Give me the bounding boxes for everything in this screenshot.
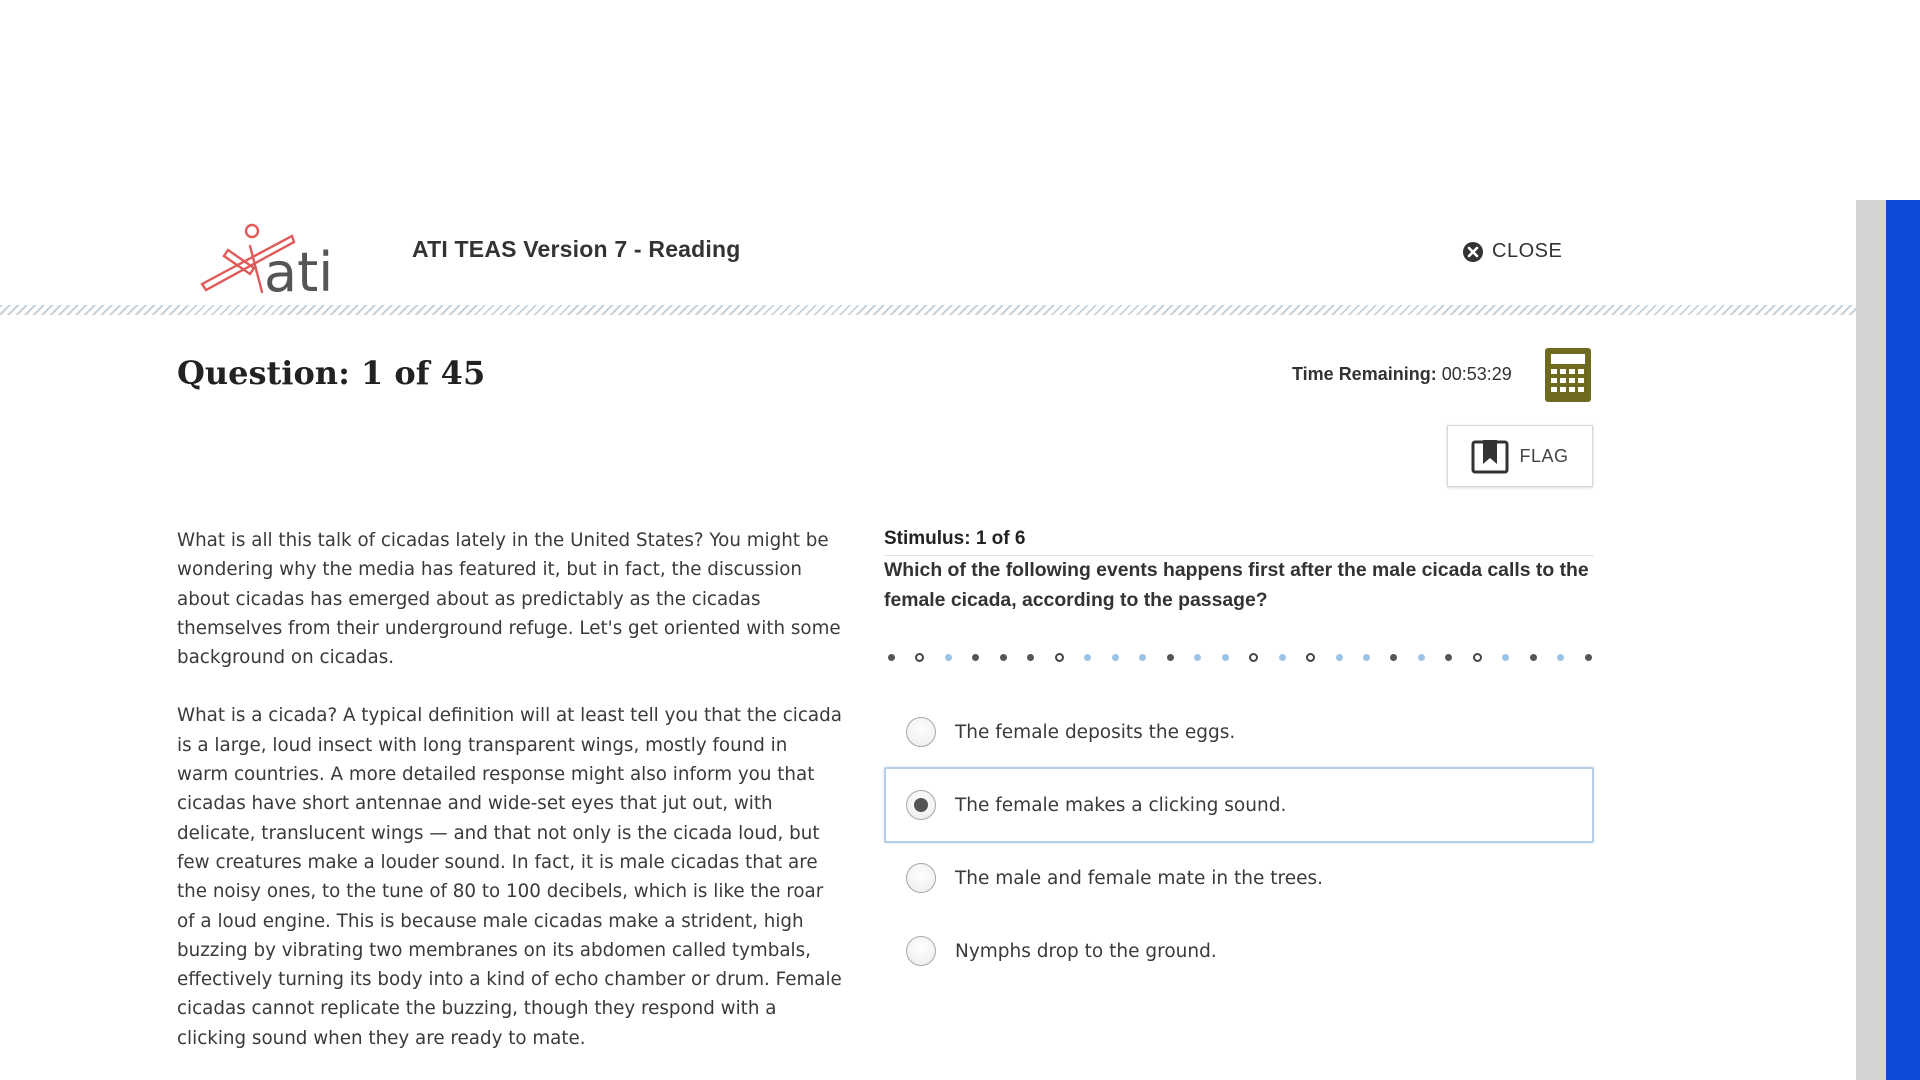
stimulus-counter: Stimulus: 1 of 6 [884,528,1594,556]
radio-button[interactable] [906,790,936,820]
progress-dot [1222,654,1229,661]
progress-dot [1530,654,1537,661]
question-prompt: Which of the following events happens first after the male cicada calls to the female cicada, according to the passage? [884,559,1589,611]
progress-dot [945,654,952,661]
calculator-icon[interactable] [1544,347,1592,403]
option-label: Nymphs drop to the ground. [955,940,1217,962]
progress-dot [1000,654,1007,661]
option-label: The female deposits the eggs. [955,721,1236,743]
ati-logo [198,218,338,296]
answer-option-b[interactable] [884,767,1594,843]
progress-dot [1084,654,1091,661]
time-remaining-value: 00:53:29 [1441,364,1512,384]
flag-button[interactable] [1447,425,1593,487]
radio-button[interactable] [906,717,936,747]
progress-dot [972,654,979,661]
close-circle-icon [1462,241,1484,263]
reading-passage [177,526,842,1080]
progress-dot [1502,654,1509,661]
close-label: CLOSE [1492,240,1563,262]
app-title: ATI TEAS Version 7 - Reading [412,236,741,262]
logo-text: ati [264,241,334,296]
progress-dot [1390,654,1397,661]
progress-dot [1112,654,1119,661]
progress-dot [1445,654,1452,661]
question-counter: Question: 1 of 45 [177,354,486,392]
scrollbar-track[interactable] [1856,200,1886,1080]
progress-dot [1585,654,1592,661]
flag-label: FLAG [1519,445,1569,466]
radio-button[interactable] [906,863,936,893]
progress-dot [1336,654,1343,661]
header-divider [0,305,1856,315]
time-remaining [1292,364,1512,385]
answer-option-a[interactable] [884,694,1594,770]
progress-dot [1279,654,1286,661]
progress-dot [915,653,924,662]
progress-dot [1418,654,1425,661]
progress-dot [888,654,895,661]
progress-dot [1139,654,1146,661]
answer-option-c[interactable] [884,840,1594,916]
option-label: The male and female mate in the trees. [955,867,1323,889]
progress-dot [1055,653,1064,662]
progress-dot [1473,653,1482,662]
close-button[interactable] [1462,240,1562,263]
answer-options [884,694,1594,986]
time-remaining-label: Time Remaining: [1292,364,1437,384]
option-label: The female makes a clicking sound. [955,794,1287,816]
radio-button[interactable] [906,936,936,966]
window-edge-bar [1886,200,1920,1080]
progress-dot [1557,654,1564,661]
progress-dot [1363,654,1370,661]
progress-dot [1194,654,1201,661]
progress-dot [1027,654,1034,661]
progress-dot [1167,654,1174,661]
passage-paragraph-1: What is all this talk of cicadas lately in the United States? You might be wondering why the media has featured it, but in fact, the discussion about cicadas has emerged about as predictably as the cicadas themselves from their underground refuge. Let's get oriented with some background on cicadas. [177,530,841,669]
stimulus-progress-dots [888,650,1592,664]
passage-paragraph-2: What is a cicada? A typical definition will at least tell you that the cicada is a large, loud insect with long transparent wings, mostly found in warm countries. A more detailed response might also inform you that cicadas have short antennae and wide-set eyes that jut out, with delicate, translucent wings — and that not only is the cicada loud, but few creatures make a louder sound. In fact, it is male cicadas that are the noisy ones, to the tune of 80 to 100 decibels, which is like the roar of a loud engine. This is because male cicadas make a strident, high buzzing by vibrating two membranes on its abdomen called tymbals, effectively turning its body into a kind of echo chamber or drum. Female cicadas cannot replicate the buzzing, though they respond with a clicking sound when they are ready to mate. [177,705,842,1049]
answer-option-d[interactable] [884,913,1594,989]
progress-dot [1306,653,1315,662]
progress-dot [1249,653,1258,662]
bookmark-flag-icon [1471,438,1509,474]
